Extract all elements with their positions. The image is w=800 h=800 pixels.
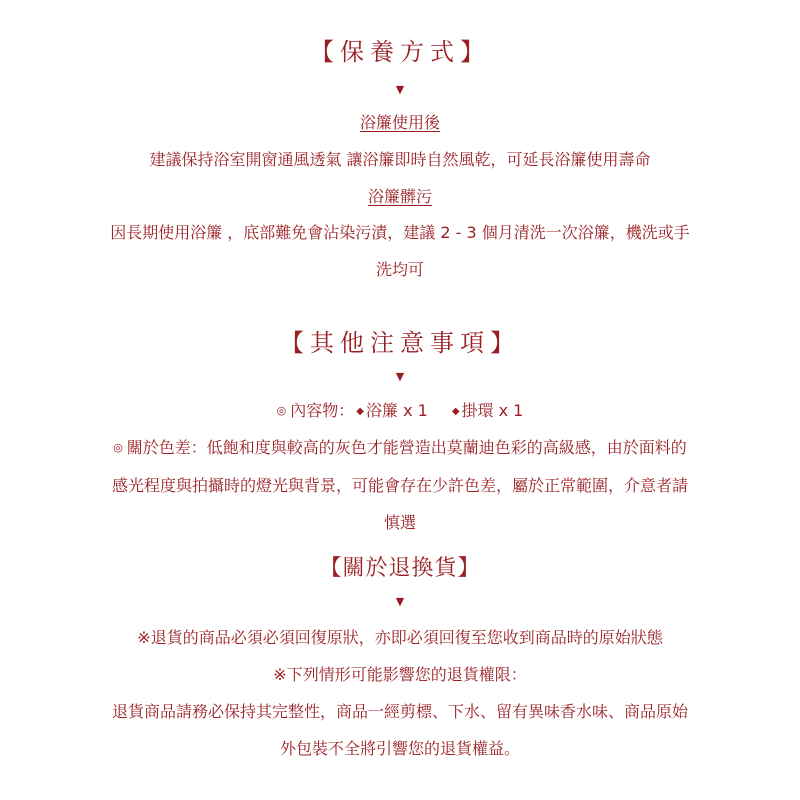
color-note-line-1 xyxy=(0,440,800,456)
returns-arrow-icon: ▼ xyxy=(395,595,405,608)
returns-heading: 【關於退換貨】 xyxy=(319,556,481,581)
dirty-title: 浴簾髒污 xyxy=(367,187,432,206)
contents-line xyxy=(0,403,800,419)
contents-label: 內容物： xyxy=(290,401,355,420)
bullet-circle-icon: ◎ xyxy=(276,404,287,417)
diamond-icon: ◆ xyxy=(451,406,460,417)
diamond-icon: ◆ xyxy=(356,406,364,417)
notes-arrow-icon: ▼ xyxy=(395,370,405,383)
returns-line-3: 退貨商品請務必保持其完整性，商品一經剪標、下水、留有異味香水味、商品原始 xyxy=(111,702,688,721)
care-heading: 【保養方式】 xyxy=(310,38,490,66)
returns-line-1: ※退貨的商品必須必須回復原狀，亦即必須回復至您收到商品時的原始狀態 xyxy=(137,628,663,647)
color-note-text-1: 關於色差：低飽和度與較高的灰色才能營造出莫蘭迪色彩的高級感，由於面料的 xyxy=(126,438,687,457)
contents-item-rings: 掛環 x 1 xyxy=(461,401,524,420)
dirty-text-line-2: 洗均可 xyxy=(375,260,424,279)
bullet-circle-icon: ◎ xyxy=(113,441,123,454)
contents-item-curtain: 浴簾 x 1 xyxy=(365,401,428,420)
returns-line-2: ※下列情形可能影響您的退貨權限： xyxy=(273,665,527,684)
color-note-line-2: 感光程度與拍攝時的燈光與背景，可能會存在少許色差，屬於正常範圍，介意者請 xyxy=(111,476,688,495)
returns-line-4: 外包裝不全將引響您的退貨權益。 xyxy=(279,739,520,758)
notes-heading: 【其他注意事項】 xyxy=(280,329,520,357)
after-use-title: 浴簾使用後 xyxy=(359,113,440,132)
color-note-line-3: 慎選 xyxy=(383,513,416,532)
after-use-text: 建議保持浴室開窗通風透氣 讓浴簾即時自然風乾，可延長浴簾使用壽命 xyxy=(149,150,651,169)
care-arrow-icon: ▼ xyxy=(395,83,405,96)
dirty-text-line-1: 因長期使用浴簾 ，底部難免會沾染污漬，建議 2 - 3 個月清洗一次浴簾，機洗或手 xyxy=(110,223,690,242)
